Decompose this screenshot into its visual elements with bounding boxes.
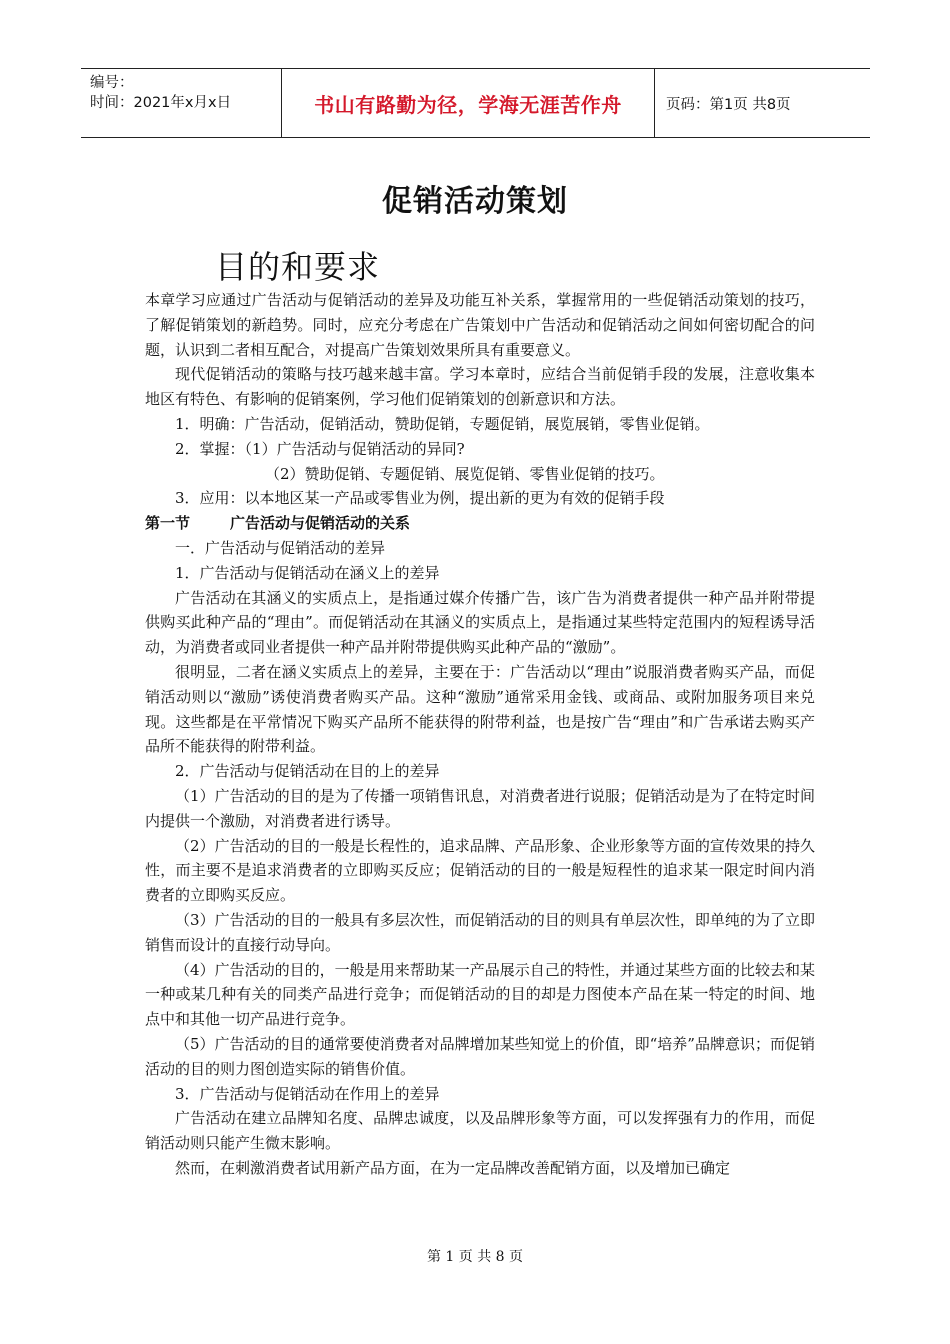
document-title: 促销活动策划: [382, 184, 568, 219]
document-body: [145, 288, 815, 1181]
paragraph: （3）广告活动的目的一般具有多层次性，而促销活动的目的则具有单层次性，即单纯的为了立即销售而设计的直接行动导向。: [145, 910, 815, 954]
list-item: 1．明确：广告活动，促销活动，赞助促销，专题促销，展览展销，零售业促销。: [175, 414, 710, 433]
section-title: [145, 511, 815, 536]
list-item: （2）赞助促销、专题促销、展览促销、零售业促销的技巧。: [265, 464, 665, 483]
page-number-label: 页码：第1页 共8页: [666, 97, 791, 113]
paragraph: 广告活动在其涵义的实质点上，是指通过媒介传播广告，该广告为消费者提供一种产品并附带提供购买此种产品的“理由”。而促销活动在其涵义的实质点上，是指通过某些特定范围内的短程诱导活动，为消费者或同业者提供一种产品并附带提供购买此种产品的“激励”。: [145, 588, 815, 657]
document-number-label: 编号：: [90, 75, 134, 91]
header-page-cell: [655, 69, 870, 137]
paragraph: 现代促销活动的策略与技巧越来越丰富。学习本章时，应结合当前促销手段的发展，注意收集本地区有特色、有影响的促销案例，学习他们促销策划的创新意识和方法。: [145, 365, 815, 409]
subheading: 2．广告活动与促销活动在目的上的差异: [175, 762, 440, 781]
paragraph: 很明显，二者在涵义实质点上的差异，主要在于：广告活动以“理由”说服消费者购买产品，而促销活动则以“激励”诱使消费者购买产品。这种“激励”通常采用金钱、或商品、或附加服务项目来兑现。这些都是在平常情况下购买产品所不能获得的附带利益，也是按广告“理由”和广告承诺去购买产品所不能获得的附带利益。: [145, 662, 815, 756]
paragraph: （5）广告活动的目的通常要使消费者对品牌增加某些知觉上的价值，即“培养”品牌意识；而促销活动的目的则力图创造实际的销售价值。: [145, 1034, 815, 1078]
subheading: 1．广告活动与促销活动在涵义上的差异: [175, 563, 440, 582]
paragraph: 广告活动在建立品牌知名度、品牌忠诚度，以及品牌形象等方面，可以发挥强有力的作用，而促销活动则只能产生微末影响。: [145, 1109, 815, 1153]
header-table: [81, 68, 870, 138]
section-name: 广告活动与促销活动的关系: [230, 514, 411, 533]
header-info-cell: [81, 69, 282, 137]
subheading: 一．广告活动与促销活动的差异: [175, 538, 386, 557]
paragraph: （1）广告活动的目的是为了传播一项销售讯息，对消费者进行说服；促销活动是为了在特定时间内提供一个激励，对消费者进行诱导。: [145, 786, 815, 830]
paragraph: （2）广告活动的目的一般是长程性的，追求品牌、产品形象、企业形象等方面的宣传效果的持久性，而主要不是追求消费者的立即购买反应；促销活动的目的一般是短程性的追求某一限定时间内消费者的立即购买反应。: [145, 836, 815, 905]
header-motto-cell: [282, 69, 655, 137]
document-date-label: 时间：2021年x月x日: [90, 95, 232, 111]
page-footer: 第 1 页 共 8 页: [426, 1249, 524, 1265]
section-heading: 目的和要求: [215, 248, 381, 286]
subheading: 3．广告活动与促销活动在作用上的差异: [175, 1084, 440, 1103]
motto-text: 书山有路勤为径，学海无涯苦作舟: [314, 93, 622, 117]
list-item: 3．应用：以本地区某一产品或零售业为例，提出新的更为有效的促销手段: [175, 489, 665, 508]
paragraph: 本章学习应通过广告活动与促销活动的差异及功能互补关系，掌握常用的一些促销活动策划的技巧，了解促销策划的新趋势。同时，应充分考虑在广告策划中广告活动和促销活动之间如何密切配合的问题，认识到二者相互配合，对提高广告策划效果所具有重要意义。: [145, 291, 815, 359]
paragraph: （4）广告活动的目的，一般是用来帮助某一产品展示自己的特性，并通过某些方面的比较去和某一种或某几种有关的同类产品进行竞争；而促销活动的目的却是力图使本产品在某一特定的时间、地点中和其他一切产品进行竞争。: [145, 960, 815, 1029]
section-number: 第一节: [145, 514, 191, 533]
paragraph: 然而，在刺激消费者试用新产品方面，在为一定品牌改善配销方面，以及增加已确定: [175, 1158, 731, 1177]
list-item: 2．掌握：（1）广告活动与促销活动的异同?: [175, 439, 465, 458]
